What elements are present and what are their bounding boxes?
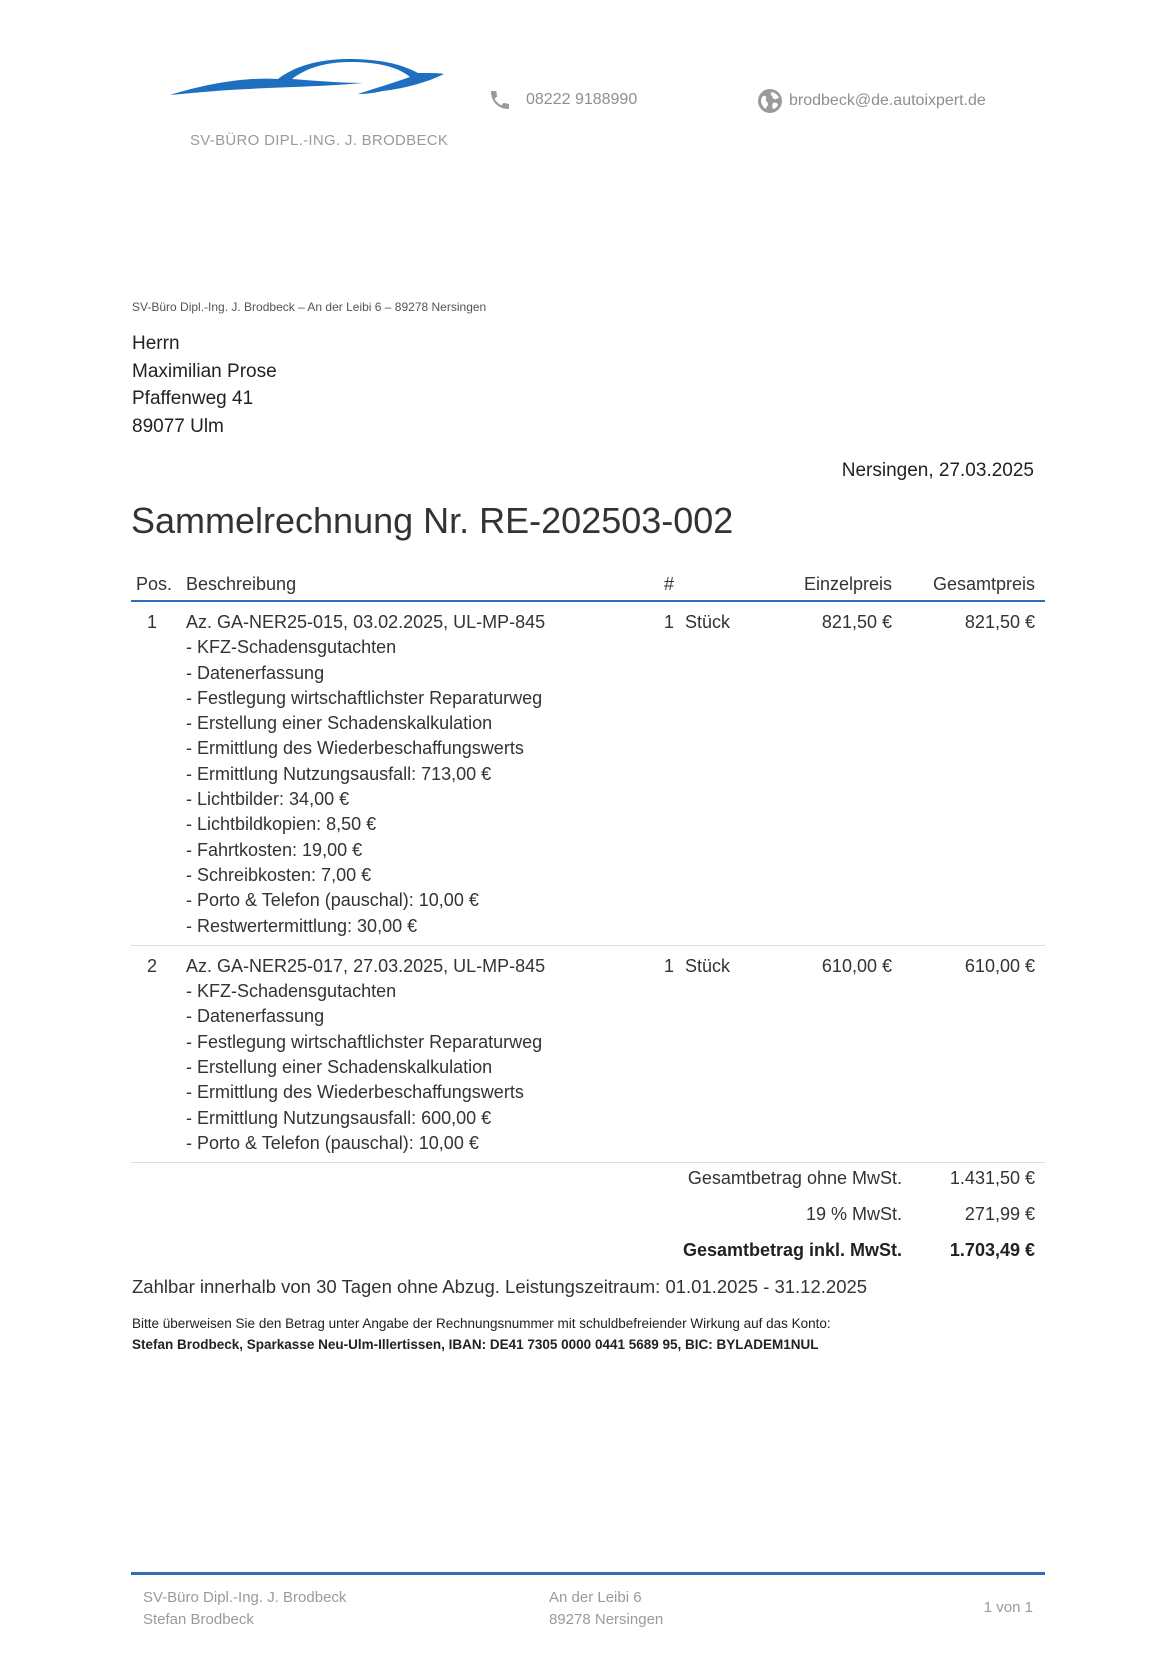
row-unit-price: 610,00 € xyxy=(821,955,892,976)
row-heading: Az. GA-NER25-015, 03.02.2025, UL-MP-845 xyxy=(186,612,546,632)
recipient-salutation: Herrn xyxy=(132,333,180,354)
header-qty: # xyxy=(664,574,675,594)
row-description xyxy=(186,946,646,1162)
row-line: - Restwertermittlung: 30,00 € xyxy=(186,915,418,936)
invoice-title: Sammelrechnung Nr. RE-202503-002 xyxy=(131,500,734,541)
totals-block xyxy=(131,1168,1045,1276)
recipient-city: 89077 Ulm xyxy=(132,415,224,437)
vat-value: 271,99 € xyxy=(964,1204,1035,1224)
footer-city: 89278 Nersingen xyxy=(549,1611,664,1628)
footer-page-number: 1 von 1 xyxy=(983,1599,1033,1616)
footer-company xyxy=(143,1587,346,1631)
company-tagline: SV-BÜRO DIPL.-ING. J. BRODBECK xyxy=(190,132,449,149)
net-total-line xyxy=(131,1168,1045,1204)
footer-owner-name: Stefan Brodbeck xyxy=(143,1611,254,1628)
row-unit-price: 821,50 € xyxy=(821,612,892,632)
footer-divider xyxy=(131,1572,1045,1575)
row-total-price: 821,50 € xyxy=(964,612,1035,632)
email-address[interactable]: brodbeck@de.autoixpert.de xyxy=(789,92,986,109)
globe-icon xyxy=(757,88,783,114)
row-line: - Erstellung einer Schadenskalkulation xyxy=(186,1057,493,1078)
row-line: - KFZ-Schadensgutachten xyxy=(186,637,397,658)
header-pos: Pos. xyxy=(136,574,173,594)
row-line: - Festlegung wirtschaftlichster Reparaturweg xyxy=(186,687,543,708)
company-logo xyxy=(168,55,446,105)
row-qty: 1 xyxy=(664,955,675,976)
footer-address xyxy=(549,1587,663,1631)
vat-line xyxy=(131,1204,1045,1240)
phone-icon xyxy=(488,88,512,112)
table-header xyxy=(131,570,1045,602)
gross-total-value: 1.703,49 € xyxy=(949,1240,1035,1260)
row-line: - Ermittlung Nutzungsausfall: 600,00 € xyxy=(186,1107,492,1128)
row-line: - Ermittlung des Wiederbeschaffungswerts xyxy=(186,1082,524,1103)
row-line: - Datenerfassung xyxy=(186,1006,325,1027)
row-line: - Porto & Telefon (pauschal): 10,00 € xyxy=(186,1132,479,1153)
row-pos: 2 xyxy=(147,955,158,976)
vat-label: 19 % MwSt. xyxy=(805,1204,902,1224)
recipient-name: Maximilian Prose xyxy=(132,360,277,382)
row-line: - Lichtbildkopien: 8,50 € xyxy=(186,814,377,835)
row-line: - Fahrtkosten: 19,00 € xyxy=(186,839,363,860)
phone-number: 08222 9188990 xyxy=(526,91,638,108)
bank-note-intro: Bitte überweisen Sie den Betrag unter Angabe der Rechnungsnummer mit schuldbefreiender Wirkung auf das Konto: xyxy=(132,1316,831,1331)
bank-transfer-note xyxy=(132,1313,831,1355)
header-unit-price: Einzelpreis xyxy=(803,574,892,594)
footer-street: An der Leibi 6 xyxy=(549,1589,642,1606)
header-description: Beschreibung xyxy=(186,574,297,594)
header-total-price: Gesamtpreis xyxy=(932,574,1035,594)
row-line: - Festlegung wirtschaftlichster Reparaturweg xyxy=(186,1031,543,1052)
sender-address-line: SV-Büro Dipl.-Ing. J. Brodbeck – An der Leibi 6 – 89278 Nersingen xyxy=(132,300,487,314)
recipient-street: Pfaffenweg 41 xyxy=(132,388,254,409)
row-description xyxy=(186,602,646,945)
row-total-price: 610,00 € xyxy=(964,955,1035,976)
recipient-address xyxy=(132,330,277,440)
gross-total-label: Gesamtbetrag inkl. MwSt. xyxy=(682,1240,902,1260)
row-unit: Stück xyxy=(685,612,731,632)
place-and-date: Nersingen, 27.03.2025 xyxy=(841,460,1034,481)
contact-phone xyxy=(488,88,637,112)
row-heading: Az. GA-NER25-017, 27.03.2025, UL-MP-845 xyxy=(186,955,546,976)
table-row xyxy=(131,602,1045,946)
items-table xyxy=(131,570,1045,1163)
row-line: - Porto & Telefon (pauschal): 10,00 € xyxy=(186,890,479,911)
row-pos: 1 xyxy=(147,612,158,632)
car-silhouette-logo xyxy=(168,55,446,105)
payment-terms: Zahlbar innerhalb von 30 Tagen ohne Abzug. Leistungszeitraum: 01.01.2025 - 31.12.2025 xyxy=(132,1276,868,1297)
net-total-value: 1.431,50 € xyxy=(949,1168,1035,1188)
row-line: - Ermittlung des Wiederbeschaffungswerts xyxy=(186,738,524,759)
row-line: - KFZ-Schadensgutachten xyxy=(186,981,397,1002)
row-line: - Ermittlung Nutzungsausfall: 713,00 € xyxy=(186,763,492,784)
contact-email xyxy=(757,88,986,114)
row-line: - Lichtbilder: 34,00 € xyxy=(186,789,350,810)
table-row xyxy=(131,946,1045,1163)
net-total-label: Gesamtbetrag ohne MwSt. xyxy=(687,1168,902,1188)
gross-total-line xyxy=(131,1240,1045,1276)
row-qty: 1 xyxy=(664,612,675,632)
row-line: - Schreibkosten: 7,00 € xyxy=(186,864,372,885)
footer-company-name: SV-Büro Dipl.-Ing. J. Brodbeck xyxy=(143,1589,347,1606)
row-line: - Datenerfassung xyxy=(186,662,325,683)
bank-details: Stefan Brodbeck, Sparkasse Neu-Ulm-Illertissen, IBAN: DE41 7305 0000 0441 5689 95, BIC: BYLADEM1NUL xyxy=(132,1337,819,1352)
row-unit: Stück xyxy=(685,955,731,976)
row-line: - Erstellung einer Schadenskalkulation xyxy=(186,713,493,734)
